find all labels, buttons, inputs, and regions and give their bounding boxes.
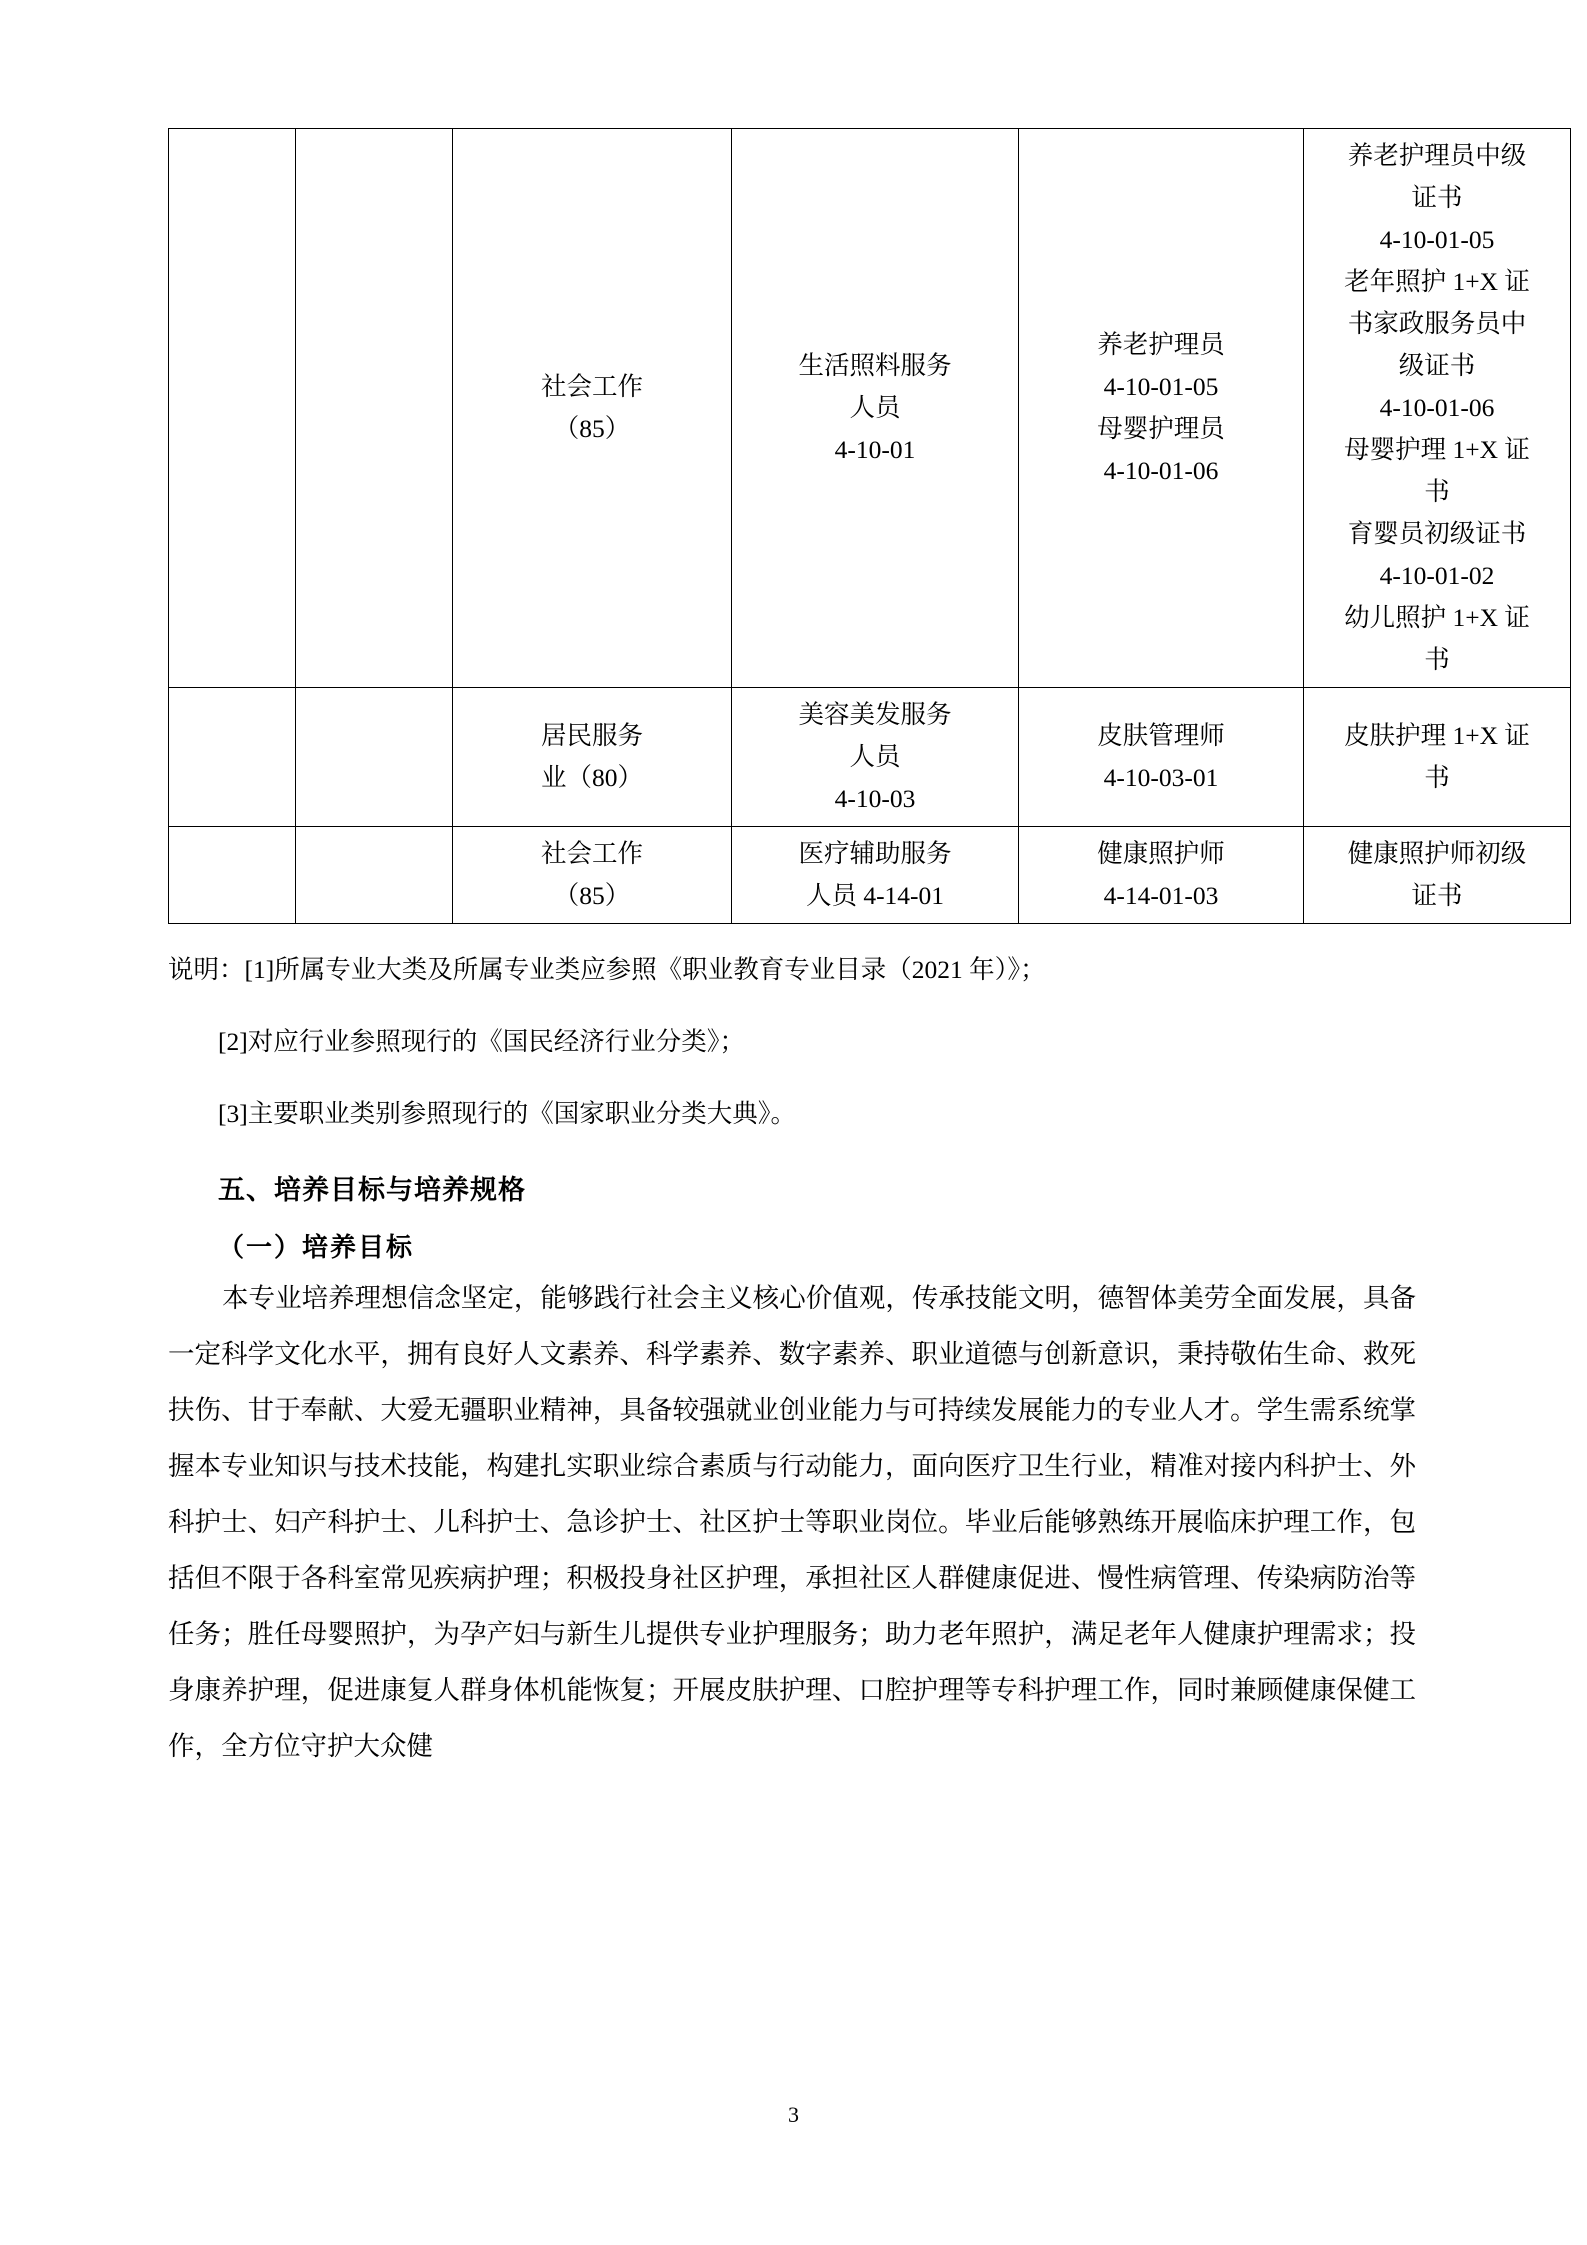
cell-occupation-group: 医疗辅助服务 人员 4-14-01 <box>732 827 1019 924</box>
cell-major-subcategory <box>296 688 453 827</box>
table-note-1: 说明：[1]所属专业大类及所属专业类应参照《职业教育专业目录（2021 年）》； <box>168 955 1046 984</box>
cell-certificates: 皮肤护理 1+X 证 书 <box>1304 688 1571 827</box>
cell-industry: 居民服务 业（80） <box>453 688 732 827</box>
cell-major-category <box>169 129 296 688</box>
cell-industry: 社会工作 （85） <box>453 129 732 688</box>
cell-occupation-group: 生活照料服务 人员 4-10-01 <box>732 129 1019 688</box>
page-number: 3 <box>788 2102 799 2127</box>
cell-certificates: 健康照护师初级 证书 <box>1304 827 1571 924</box>
cell-major-subcategory <box>296 827 453 924</box>
cell-industry: 社会工作 （85） <box>453 827 732 924</box>
table-row <box>169 688 1571 827</box>
cell-major-subcategory <box>296 129 453 688</box>
table-row <box>169 827 1571 924</box>
cell-certificates: 养老护理员中级 证书 4-10-01-05 老年照护 1+X 证 书家政服务员中 级证书 4-10-01-06 母婴护理 1+X 证 书 育婴员初级证书 4-10-01-02 幼儿照护 1+X 证 书 <box>1304 129 1571 688</box>
section-heading-five: 五、培养目标与培养规格 <box>218 1175 526 1205</box>
cell-major-category <box>169 827 296 924</box>
cell-major-category <box>169 688 296 827</box>
training-goal-paragraph: 本专业培养理想信念坚定，能够践行社会主义核心价值观，传承技能文明，德智体美劳全面发展，具备一定科学文化水平，拥有良好人文素养、科学素养、数字素养、职业道德与创新意识，秉持敬佑生命、救死扶伤、甘于奉献、大爱无疆职业精神，具备较强就业创业能力与可持续发展能力的专业人才。学生需系统掌握本专业知识与技术技能，构建扎实职业综合素质与行动能力，面向医疗卫生行业，精准对接内科护士、外科护士、妇产科护士、儿科护士、急诊护士、社区护士等职业岗位。毕业后能够熟练开展临床护理工作，包括但不限于各科室常见疾病护理；积极投身社区护理，承担社区人群健康促进、慢性病管理、传染病防治等任务；胜任母婴照护，为孕产妇与新生儿提供专业护理服务；助力老年照护，满足老年人健康护理需求；投身康养护理，促进康复人群身体机能恢复；开展皮肤护理、口腔护理等专科护理工作，同时兼顾健康保健工作，全方位守护大众健 <box>168 1283 1416 1761</box>
cell-occupation: 皮肤管理师 4-10-03-01 <box>1019 688 1304 827</box>
table-note-3: [3]主要职业类别参照现行的《国家职业分类大典》。 <box>218 1099 796 1128</box>
subsection-heading-training-goal: （一）培养目标 <box>218 1233 415 1262</box>
table-row <box>169 129 1571 688</box>
cell-occupation-group: 美容美发服务 人员 4-10-03 <box>732 688 1019 827</box>
profession-mapping-table <box>168 128 1571 924</box>
cell-occupation: 健康照护师 4-14-01-03 <box>1019 827 1304 924</box>
table-note-2: [2]对应行业参照现行的《国民经济行业分类》； <box>218 1027 745 1056</box>
cell-occupation: 养老护理员 4-10-01-05 母婴护理员 4-10-01-06 <box>1019 129 1304 688</box>
page-content <box>168 128 1530 1774</box>
